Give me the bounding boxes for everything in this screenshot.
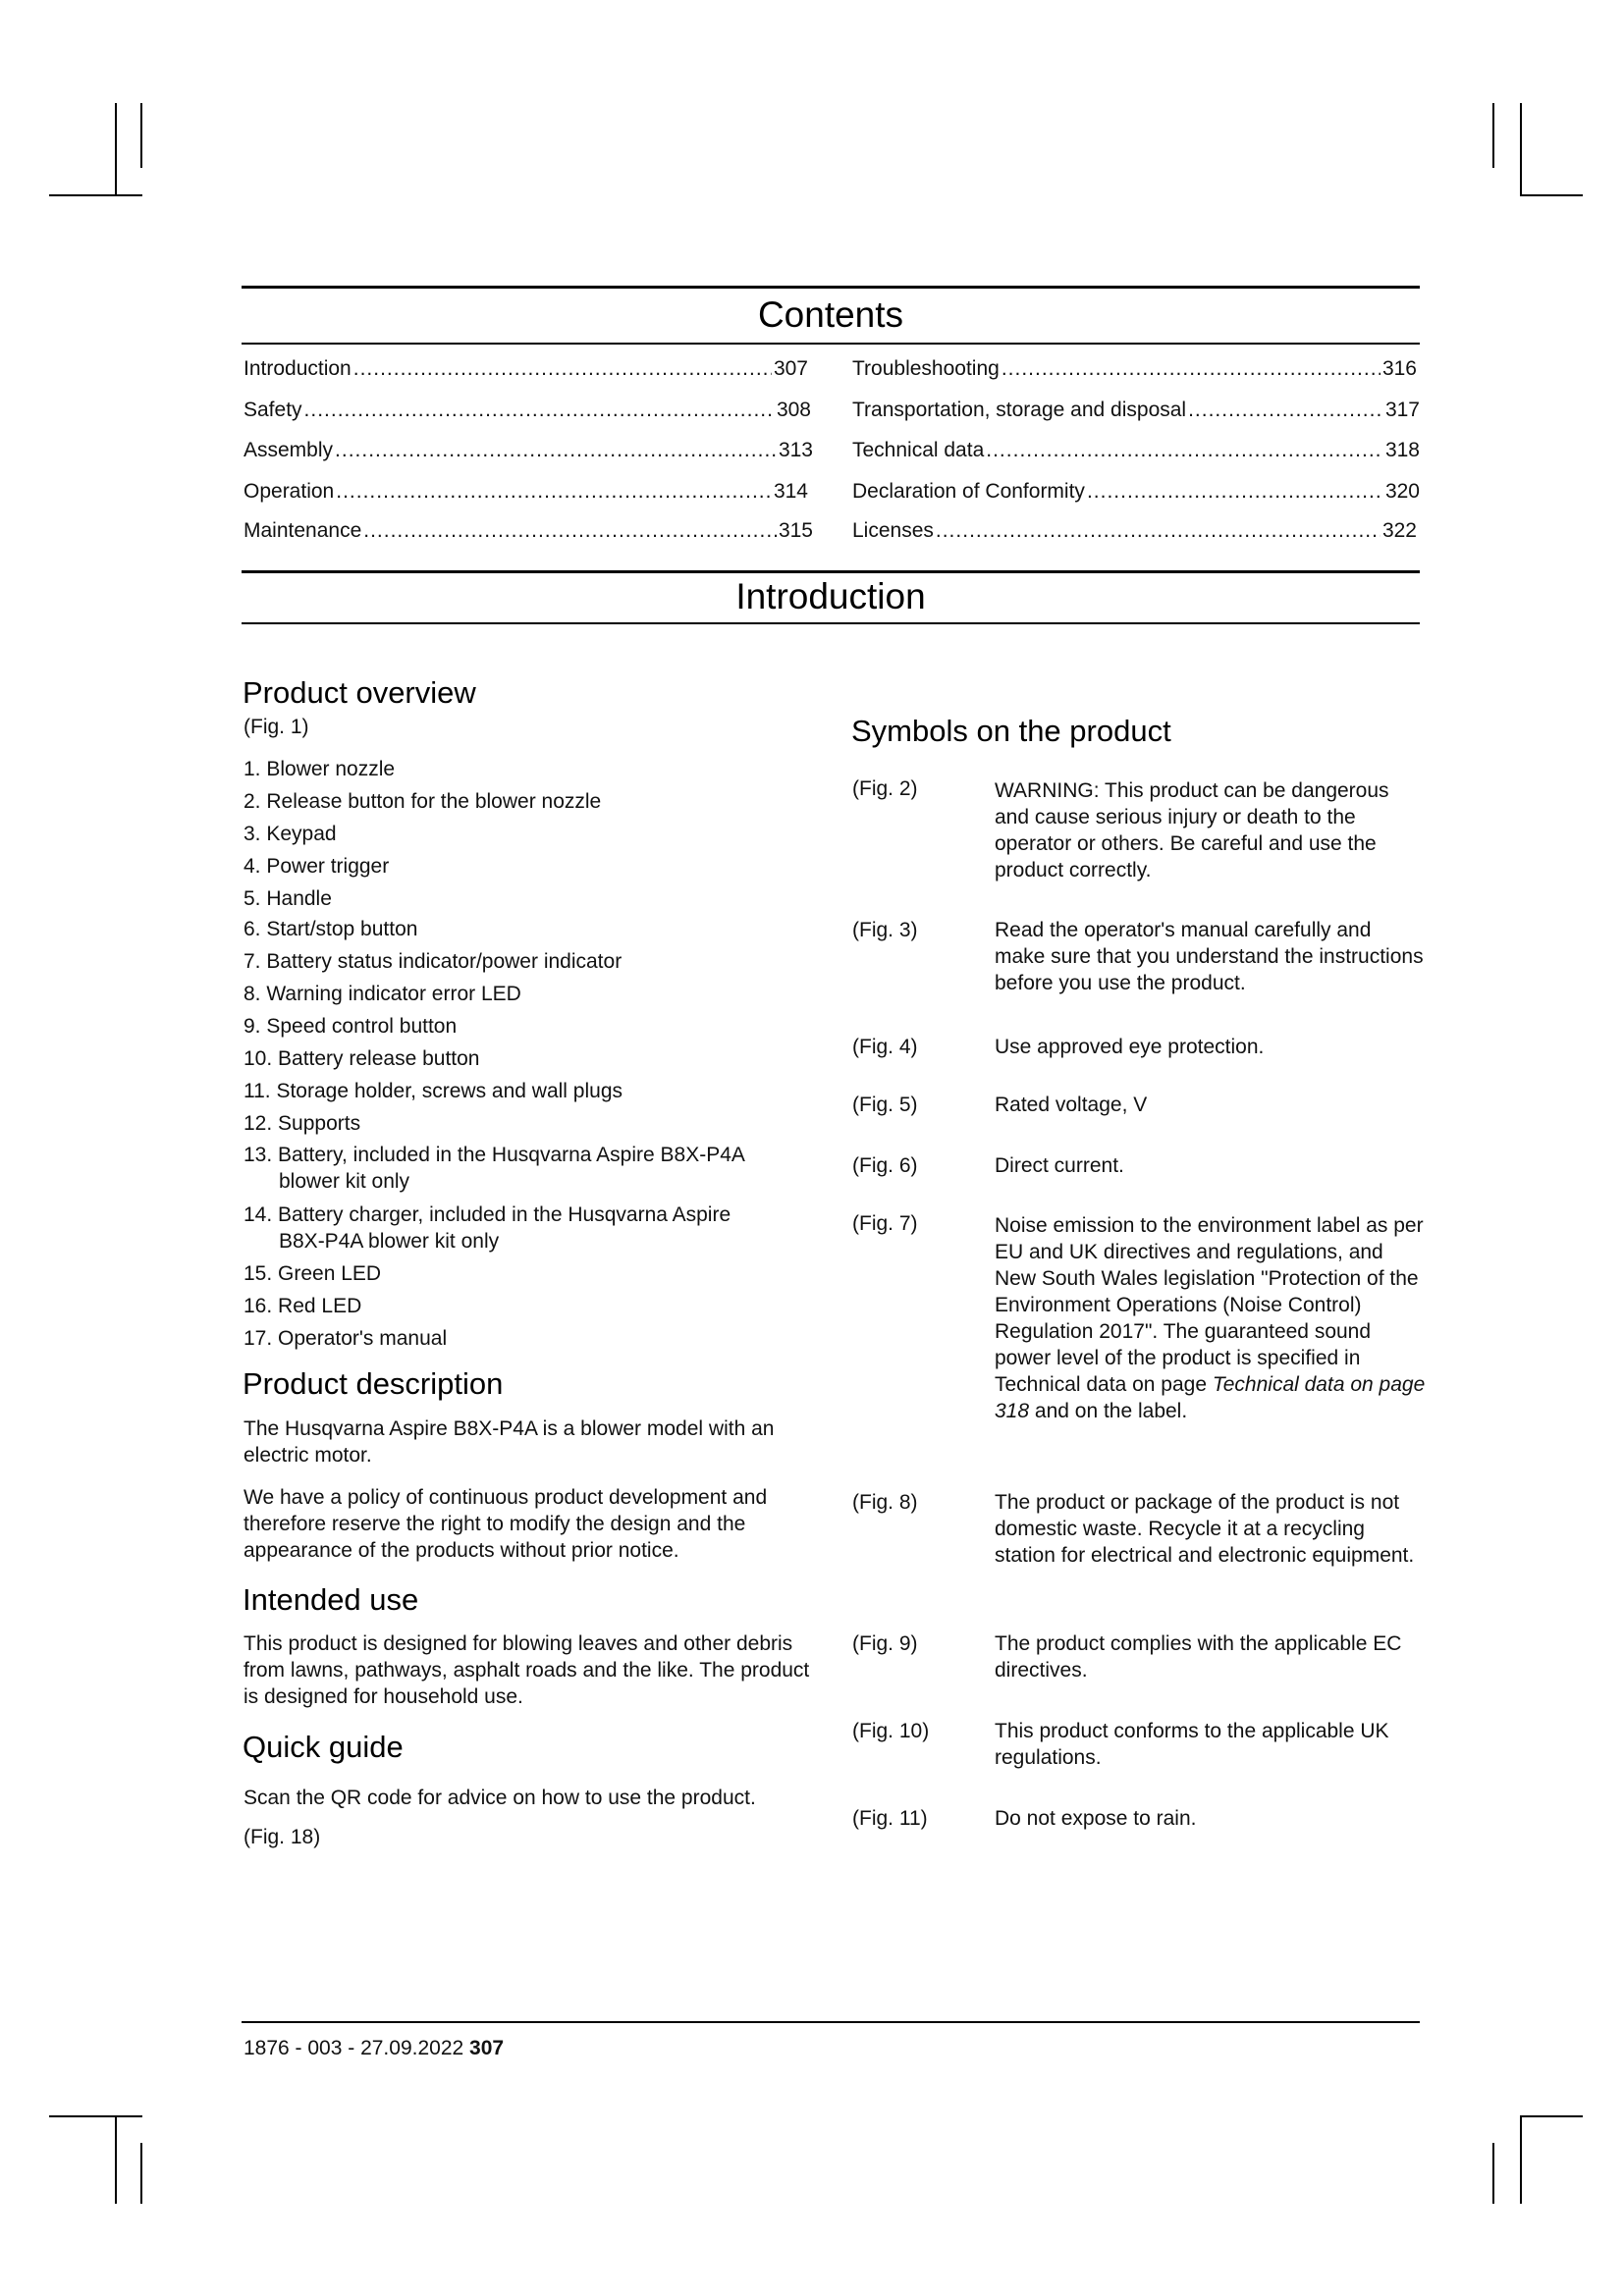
intended-use-paragraph: This product is designed for blowing leaves and other debris from lawns, pathways, asphalt roads and the like. The product is designed for household use. — [244, 1632, 810, 1708]
toc-entry-declaration[interactable] — [852, 479, 1420, 505]
list-item-continuation: B8X-P4A blower kit only — [279, 1230, 500, 1253]
symbol-description-tail: and on the label. — [1034, 1400, 1188, 1422]
toc-label: Technical data — [852, 439, 985, 461]
toc-leader-dots — [335, 438, 777, 463]
toc-leader-dots — [1087, 479, 1383, 505]
quick-guide-paragraph: Scan the QR code for advice on how to use the product. — [244, 1787, 756, 1809]
footer-page-number: 307 — [469, 2037, 505, 2059]
list-item: 5. Handle — [244, 887, 332, 910]
symbol-description: The product complies with the applicable EC directives. — [995, 1632, 1402, 1682]
list-item-continuation: blower kit only — [279, 1170, 410, 1193]
symbol-description: WARNING: This product can be dangerous and cause serious injury or death to the operator or others. Be careful and use the product correctly. — [995, 779, 1389, 881]
crop-mark-bottom-left — [140, 2143, 142, 2204]
list-item: 1. Blower nozzle — [244, 758, 396, 780]
toc-label: Safety — [244, 399, 302, 421]
toc-label: Licenses — [852, 519, 934, 542]
list-item: 7. Battery status indicator/power indicator — [244, 950, 623, 973]
toc-entry-maintenance[interactable] — [244, 518, 813, 544]
toc-entry-troubleshooting[interactable] — [852, 356, 1417, 382]
introduction-top-rule — [242, 570, 1420, 573]
list-item — [244, 1201, 813, 1255]
toc-entry-operation[interactable] — [244, 479, 808, 505]
technical-data-link[interactable]: Technical data on page 318 — [995, 1373, 1426, 1422]
quick-guide-fig-ref: (Fig. 18) — [244, 1826, 321, 1848]
symbol-description: Do not expose to rain. — [995, 1807, 1197, 1830]
symbols-heading: Symbols on the product — [851, 714, 1171, 748]
toc-entry-introduction[interactable] — [244, 356, 808, 382]
list-item: 8. Warning indicator error LED — [244, 983, 521, 1005]
product-description-paragraph-1: The Husqvarna Aspire B8X-P4A is a blower model with an electric motor. — [244, 1417, 775, 1467]
list-item: 4. Power trigger — [244, 855, 390, 878]
toc-leader-dots — [986, 438, 1383, 463]
toc-page: 315 — [778, 519, 813, 542]
symbol-fig-ref: (Fig. 11) — [852, 1807, 928, 1830]
product-description-paragraph-2: We have a policy of continuous product development and therefore reserve the right to modify the design and the appearance of the products without prior notice. — [244, 1486, 768, 1562]
symbol-description: Use approved eye protection. — [995, 1036, 1265, 1058]
crop-mark-top-left — [49, 194, 142, 196]
symbol-description: Rated voltage, V — [995, 1094, 1148, 1116]
list-item-line: 14. Battery charger, included in the Husqvarna Aspire — [244, 1203, 731, 1226]
symbol-fig-ref: (Fig. 9) — [852, 1632, 918, 1655]
contents-title: Contents — [757, 294, 904, 335]
crop-mark-top-left — [140, 103, 142, 168]
quick-guide-heading: Quick guide — [243, 1730, 404, 1764]
product-description-heading: Product description — [243, 1366, 504, 1401]
toc-leader-dots — [1188, 398, 1383, 423]
product-overview-fig-ref: (Fig. 1) — [244, 716, 309, 738]
crop-mark-top-right — [1520, 103, 1522, 196]
symbol-description: Direct current. — [995, 1154, 1124, 1177]
toc-entry-technical-data[interactable] — [852, 438, 1420, 463]
list-item-line: 13. Battery, included in the Husqvarna Aspire B8X-P4A — [244, 1144, 745, 1166]
list-item: 12. Supports — [244, 1112, 361, 1135]
toc-label: Troubleshooting — [852, 357, 1000, 380]
toc-page: 316 — [1381, 357, 1417, 380]
toc-entry-transportation[interactable] — [852, 398, 1420, 423]
toc-label: Maintenance — [244, 519, 362, 542]
toc-page: 314 — [773, 480, 808, 503]
symbol-fig-ref: (Fig. 4) — [852, 1036, 918, 1058]
toc-label: Operation — [244, 480, 335, 503]
list-item: 2. Release button for the blower nozzle — [244, 790, 602, 813]
symbol-description: This product conforms to the applicable UK regulations. — [995, 1720, 1389, 1769]
symbol-fig-ref: (Fig. 6) — [852, 1154, 918, 1177]
toc-label: Assembly — [244, 439, 334, 461]
symbol-description — [995, 1212, 1427, 1424]
toc-leader-dots — [363, 518, 777, 544]
page-footer — [244, 2036, 504, 2061]
symbol-description: The product or package of the product is not domestic waste. Recycle it at a recycling station for electrical and electronic equipment. — [995, 1491, 1415, 1567]
symbol-description-text: Noise emission to the environment label as per EU and UK directives and regulations, and New South Wales legislation "Protection of the Environment Operations (Noise Control) Regulation 2017". The guaranteed sound power level of the product is specified in Technical data on page — [995, 1214, 1424, 1396]
crop-mark-top-right — [1492, 103, 1494, 168]
list-item: 16. Red LED — [244, 1295, 362, 1317]
crop-mark-bottom-right — [1520, 2115, 1583, 2117]
crop-mark-bottom-right — [1520, 2115, 1522, 2204]
introduction-bottom-rule — [242, 622, 1420, 624]
list-item: 15. Green LED — [244, 1262, 382, 1285]
crop-mark-top-left — [115, 103, 117, 196]
toc-page: 307 — [773, 357, 808, 380]
symbol-fig-ref: (Fig. 7) — [852, 1212, 918, 1235]
toc-label: Declaration of Conformity — [852, 480, 1085, 503]
intended-use-heading: Intended use — [243, 1582, 419, 1617]
toc-leader-dots — [936, 518, 1380, 544]
list-item: 11. Storage holder, screws and wall plugs — [244, 1080, 623, 1102]
list-item — [244, 1142, 813, 1195]
toc-page: 322 — [1381, 519, 1417, 542]
symbol-fig-ref: (Fig. 3) — [852, 919, 918, 941]
footer-rule — [242, 2021, 1420, 2023]
toc-leader-dots — [1001, 356, 1380, 382]
toc-page: 320 — [1384, 480, 1420, 503]
toc-leader-dots — [304, 398, 775, 423]
toc-leader-dots — [336, 479, 772, 505]
toc-entry-safety[interactable] — [244, 398, 811, 423]
toc-entry-assembly[interactable] — [244, 438, 813, 463]
list-item: 6. Start/stop button — [244, 918, 418, 940]
toc-label: Transportation, storage and disposal — [852, 399, 1187, 421]
toc-page: 317 — [1384, 399, 1420, 421]
toc-label: Introduction — [244, 357, 352, 380]
list-item: 3. Keypad — [244, 823, 337, 845]
toc-entry-licenses[interactable] — [852, 518, 1417, 544]
contents-bottom-rule — [242, 343, 1420, 345]
list-item: 17. Operator's manual — [244, 1327, 448, 1350]
list-item: 9. Speed control button — [244, 1015, 458, 1038]
crop-mark-bottom-left — [49, 2115, 142, 2117]
toc-page: 308 — [776, 399, 811, 421]
toc-leader-dots — [353, 356, 772, 382]
toc-page: 318 — [1384, 439, 1420, 461]
symbol-fig-ref: (Fig. 8) — [852, 1491, 918, 1514]
introduction-title: Introduction — [735, 576, 926, 616]
product-overview-heading: Product overview — [243, 675, 476, 710]
symbol-fig-ref: (Fig. 10) — [852, 1720, 930, 1742]
symbol-fig-ref: (Fig. 2) — [852, 777, 918, 800]
symbol-fig-ref: (Fig. 5) — [852, 1094, 918, 1116]
footer-doc-ref: 1876 - 003 - 27.09.2022 — [244, 2037, 464, 2059]
crop-mark-top-right — [1520, 194, 1583, 196]
list-item: 10. Battery release button — [244, 1047, 480, 1070]
crop-mark-bottom-left — [115, 2115, 117, 2204]
contents-top-rule — [242, 286, 1420, 289]
crop-mark-bottom-right — [1492, 2143, 1494, 2204]
symbol-description: Read the operator's manual carefully and make sure that you understand the instructions before you use the product. — [995, 919, 1424, 994]
toc-page: 313 — [778, 439, 813, 461]
